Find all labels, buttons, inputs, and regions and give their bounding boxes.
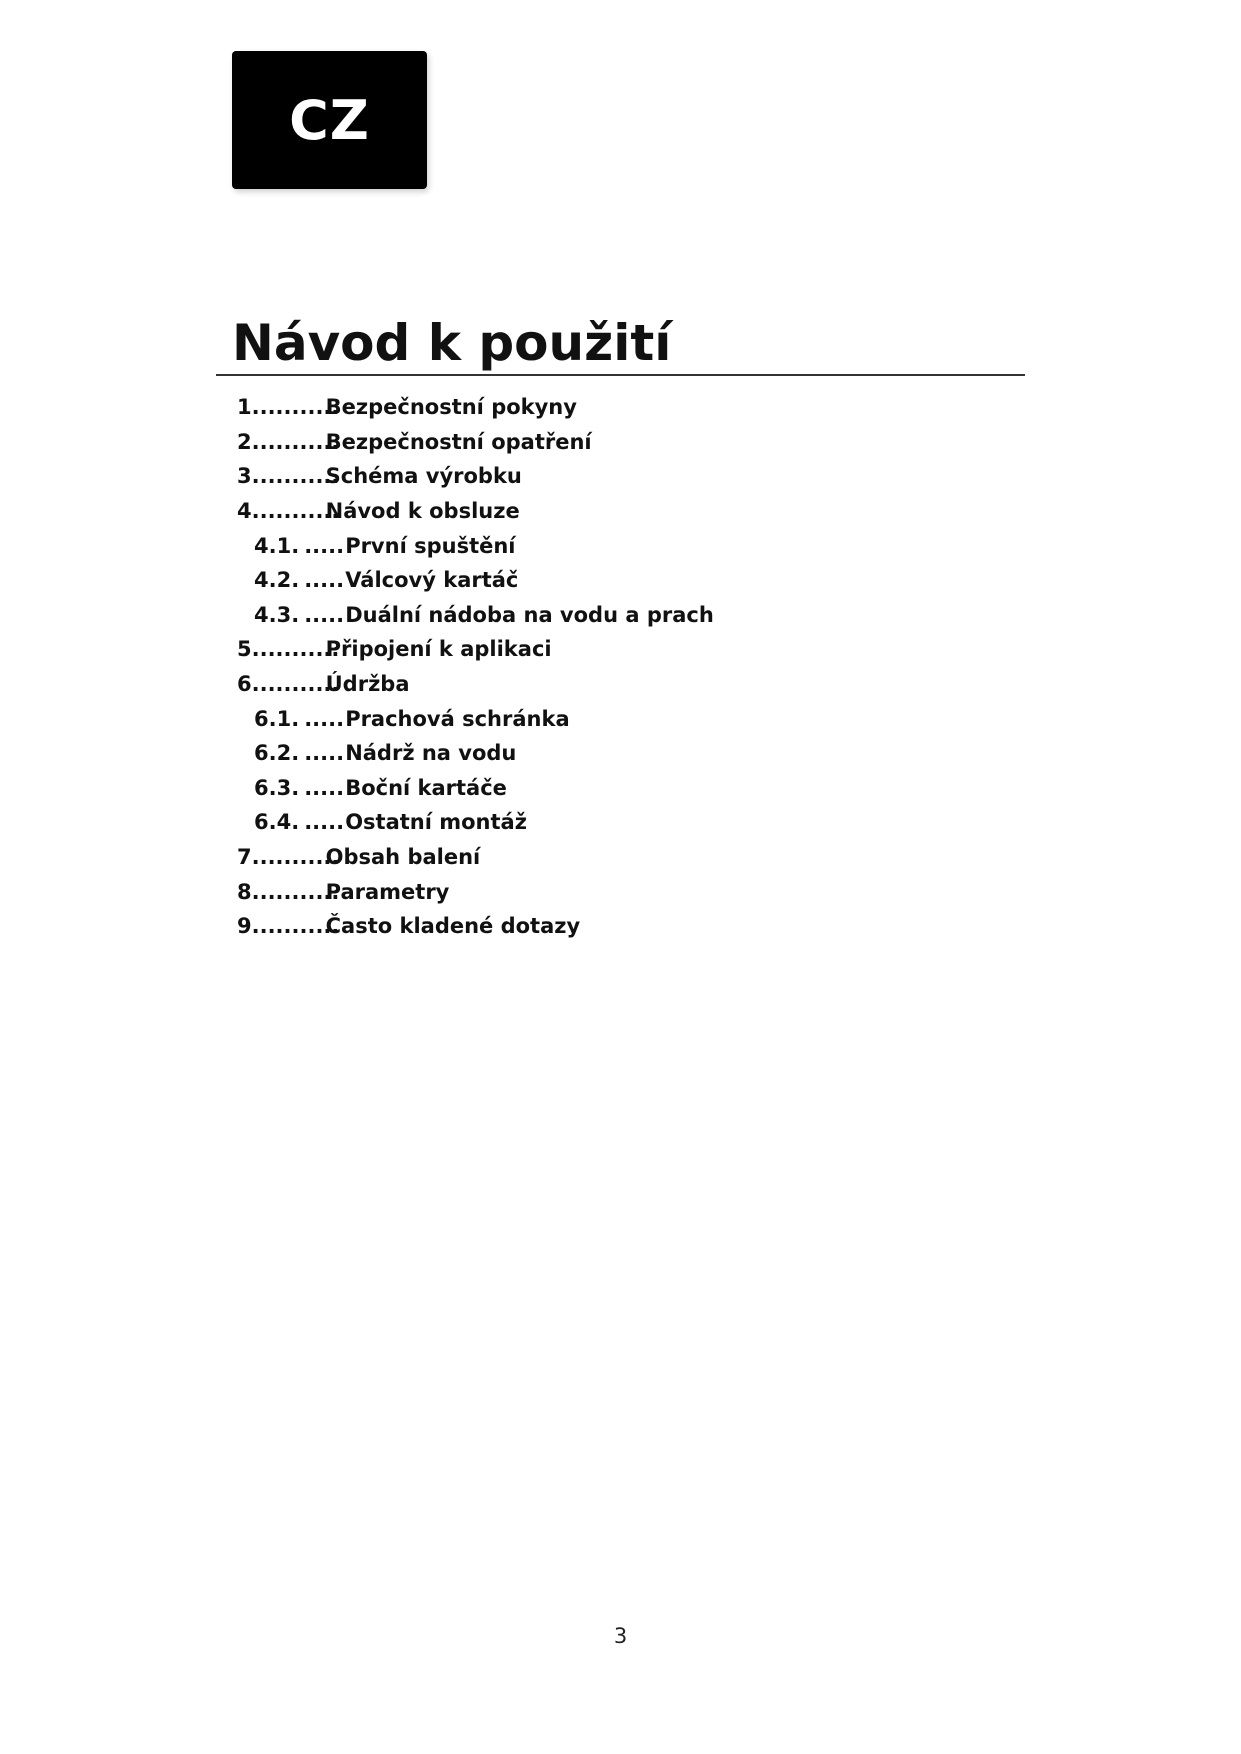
toc-item-leader: ..... <box>304 775 345 800</box>
toc-item-number: 6.2. <box>254 741 300 766</box>
toc-item[interactable] <box>237 632 714 667</box>
toc-item[interactable] <box>237 494 714 529</box>
toc-item[interactable] <box>237 840 714 875</box>
toc-item-leader: ........... <box>251 464 340 489</box>
toc-subitem[interactable] <box>237 771 714 806</box>
toc-item-number: 4.1. <box>254 533 300 558</box>
page-title: Návod k použití <box>232 314 672 372</box>
toc-item-leader: ..... <box>304 741 345 766</box>
toc-item[interactable] <box>237 909 714 944</box>
toc-item-label: Válcový kartáč <box>345 568 519 593</box>
toc-item[interactable] <box>237 425 714 460</box>
toc-item-label: Údržba <box>325 672 410 697</box>
toc-item-label: Bezpečnostní opatření <box>325 429 592 454</box>
toc-item[interactable] <box>237 667 714 702</box>
toc-item-number: 6.3. <box>254 775 300 800</box>
toc-item-number: 6 <box>237 672 252 697</box>
toc-item-label: Ostatní montáž <box>345 810 527 835</box>
toc-item-leader: ..... <box>304 533 345 558</box>
toc-subitem[interactable] <box>237 528 714 563</box>
toc-item-number: 5 <box>237 637 252 662</box>
toc-subitem[interactable] <box>237 805 714 840</box>
toc-item-number: 2 <box>237 429 252 454</box>
toc-item-number: 9 <box>237 914 252 939</box>
toc-item-leader: ........... <box>251 429 340 454</box>
toc-item-label: První spuštění <box>345 533 516 558</box>
toc-item-label: Obsah balení <box>325 845 481 870</box>
toc-item-label: Boční kartáče <box>345 775 507 800</box>
toc-item-leader: ........... <box>251 395 340 420</box>
toc-item-number: 1 <box>237 395 252 420</box>
toc-item-label: Bezpečnostní pokyny <box>325 395 577 420</box>
toc-item-label: Parametry <box>325 879 450 904</box>
toc-item-label: Prachová schránka <box>345 706 570 731</box>
toc-item-number: 6.4. <box>254 810 300 835</box>
toc-item-leader: ..... <box>304 602 345 627</box>
toc-item-number: 4.3. <box>254 602 300 627</box>
language-badge <box>232 51 427 189</box>
page-number: 3 <box>613 1624 628 1648</box>
toc-item-label: Návod k obsluze <box>325 499 520 524</box>
toc-item-leader: ........... <box>251 499 340 524</box>
toc-subitem[interactable] <box>237 598 714 633</box>
toc-item[interactable] <box>237 459 714 494</box>
language-badge-label: CZ <box>289 88 370 152</box>
toc-item-leader: ........... <box>251 672 340 697</box>
toc-item-number: 4.2. <box>254 568 300 593</box>
table-of-contents <box>237 390 714 944</box>
toc-item-number: 4 <box>237 499 252 524</box>
toc-item-leader: ..... <box>304 568 345 593</box>
toc-item-leader: ........... <box>251 845 340 870</box>
toc-item-leader: ..... <box>304 810 345 835</box>
toc-item-label: Schéma výrobku <box>325 464 522 489</box>
toc-item-number: 8 <box>237 879 252 904</box>
toc-item-number: 3 <box>237 464 252 489</box>
title-divider <box>216 374 1025 376</box>
toc-item-leader: ........... <box>251 914 340 939</box>
toc-item-label: Připojení k aplikaci <box>325 637 552 662</box>
toc-item-leader: ........... <box>251 879 340 904</box>
toc-item-number: 6.1. <box>254 706 300 731</box>
toc-item-leader: ..... <box>304 706 345 731</box>
toc-subitem[interactable] <box>237 736 714 771</box>
toc-item-label: Nádrž na vodu <box>345 741 517 766</box>
toc-item[interactable] <box>237 390 714 425</box>
toc-item-label: Duální nádoba na vodu a prach <box>345 602 714 627</box>
toc-item-number: 7 <box>237 845 252 870</box>
toc-item[interactable] <box>237 874 714 909</box>
toc-subitem[interactable] <box>237 701 714 736</box>
toc-subitem[interactable] <box>237 563 714 598</box>
toc-item-label: Často kladené dotazy <box>325 914 581 939</box>
toc-item-leader: ........... <box>251 637 340 662</box>
